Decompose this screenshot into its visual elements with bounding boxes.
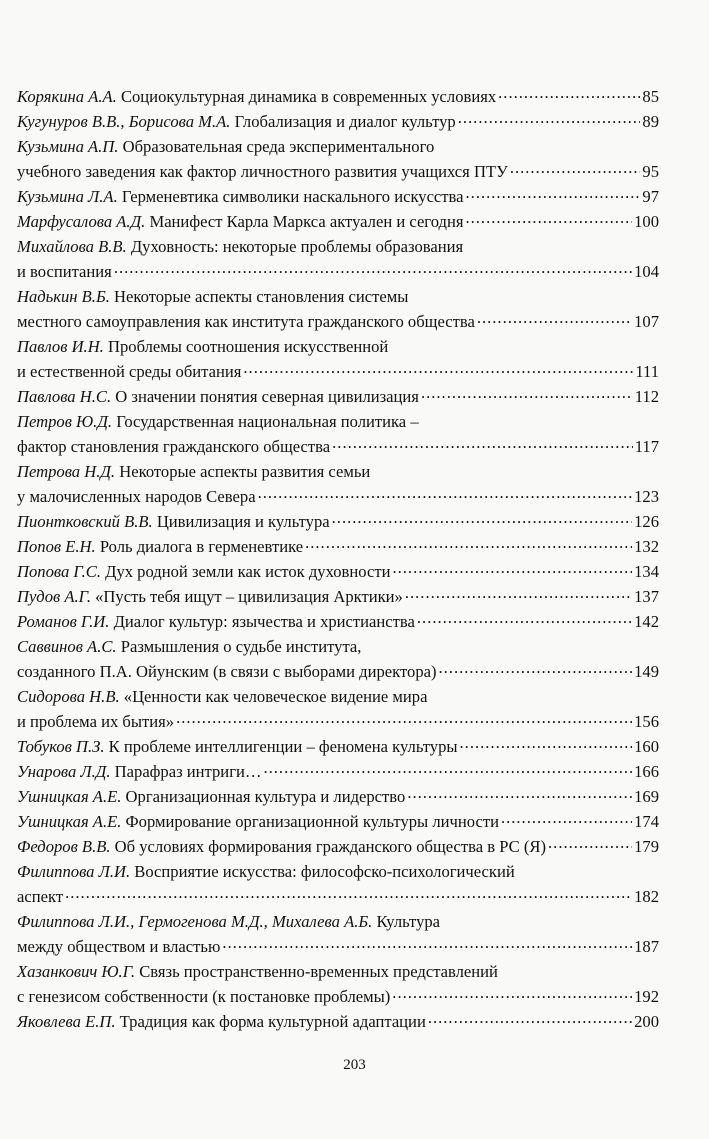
toc-page-number: 117 xyxy=(634,437,659,456)
toc-author: Павлова Н.С. xyxy=(17,387,112,406)
toc-page-number: 137 xyxy=(634,587,659,606)
toc-entry-line xyxy=(17,884,659,909)
toc-entry-line xyxy=(17,959,659,984)
toc-entry-line xyxy=(17,384,659,409)
toc-title: Некоторые аспекты развития семьи xyxy=(119,462,371,481)
toc-entry-line xyxy=(17,684,659,709)
toc-author: Филиппова Л.И. xyxy=(17,862,131,881)
toc-entry xyxy=(17,634,659,684)
toc-entry xyxy=(17,734,659,759)
toc-page-number: 166 xyxy=(634,762,659,781)
dot-leader xyxy=(428,1010,632,1027)
dot-leader xyxy=(460,735,633,752)
toc-author: Кугунуров В.В., Борисова М.А. xyxy=(17,112,231,131)
toc-entry xyxy=(17,334,659,384)
toc-title: Восприятие искусства: философско-психологический xyxy=(134,862,515,881)
toc-page-number: 179 xyxy=(634,837,659,856)
dot-leader xyxy=(548,835,632,852)
toc-title: Герменевтика символики наскального искусства xyxy=(121,187,464,206)
toc-entry xyxy=(17,459,659,509)
page-number: 203 xyxy=(343,1057,366,1073)
toc-entry xyxy=(17,684,659,734)
table-of-contents xyxy=(17,84,659,1034)
toc-entry-line xyxy=(17,984,659,1009)
dot-leader xyxy=(510,160,641,177)
toc-entry-line xyxy=(17,409,659,434)
toc-author: Ушницкая А.Е. xyxy=(17,787,122,806)
toc-entry-line xyxy=(17,284,659,309)
toc-entry-line xyxy=(17,559,659,584)
dot-leader xyxy=(477,310,632,327)
toc-author: Корякина А.А. xyxy=(17,87,117,106)
toc-title: Организационная культура и лидерство xyxy=(125,787,406,806)
toc-title: Глобализация и диалог культур xyxy=(234,112,456,131)
toc-title: «Ценности как человеческое видение мира xyxy=(123,687,428,706)
dot-leader xyxy=(466,185,641,202)
toc-page-number: 174 xyxy=(634,812,659,831)
toc-entry xyxy=(17,584,659,609)
toc-entry-line xyxy=(17,584,659,609)
toc-title: местного самоуправления как института гражданского общества xyxy=(17,312,475,331)
toc-title: Формирование организационной культуры личности xyxy=(125,812,499,831)
toc-title: Некоторые аспекты становления системы xyxy=(114,287,409,306)
toc-entry xyxy=(17,84,659,109)
dot-leader xyxy=(501,810,632,827)
dot-leader xyxy=(305,535,632,552)
toc-author: Сидорова Н.В. xyxy=(17,687,120,706)
toc-entry-line xyxy=(17,484,659,509)
toc-page-number: 85 xyxy=(642,87,659,106)
toc-entry xyxy=(17,784,659,809)
toc-entry-line xyxy=(17,734,659,759)
dot-leader xyxy=(114,260,632,277)
toc-title: Духовность: некоторые проблемы образования xyxy=(130,237,464,256)
toc-page-number: 112 xyxy=(634,387,659,406)
toc-page-number: 107 xyxy=(634,312,659,331)
toc-title: К проблеме интеллигенции – феномена культуры xyxy=(108,737,458,756)
toc-entry-line xyxy=(17,809,659,834)
toc-page-number: 160 xyxy=(634,737,659,756)
toc-entry xyxy=(17,509,659,534)
toc-entry-line xyxy=(17,459,659,484)
dot-leader xyxy=(263,760,632,777)
toc-author: Саввинов А.С. xyxy=(17,637,117,656)
toc-entry xyxy=(17,559,659,584)
toc-author: Филиппова Л.И., Гермогенова М.Д., Михалева А.Б. xyxy=(17,912,373,931)
toc-entry xyxy=(17,134,659,184)
dot-leader xyxy=(332,510,632,527)
toc-entry-line xyxy=(17,659,659,684)
toc-page-number: 156 xyxy=(634,712,659,731)
toc-entry-line xyxy=(17,934,659,959)
toc-entry-line xyxy=(17,434,659,459)
toc-author: Пионтковский В.В. xyxy=(17,512,153,531)
toc-entry-line xyxy=(17,709,659,734)
toc-entry-line xyxy=(17,184,659,209)
toc-title: Культура xyxy=(376,912,441,931)
toc-entry-line xyxy=(17,209,659,234)
toc-entry-line xyxy=(17,109,659,134)
toc-entry-line xyxy=(17,359,659,384)
toc-author: Хазанкович Ю.Г. xyxy=(17,962,136,981)
toc-title: Диалог культур: язычества и христианства xyxy=(113,612,415,631)
toc-title: Манифест Карла Маркса актуален и сегодня xyxy=(149,212,464,231)
dot-leader xyxy=(498,85,640,102)
toc-author: Марфусалова А.Д. xyxy=(17,212,146,231)
toc-author: Яковлева Е.П. xyxy=(17,1012,116,1031)
toc-author: Пудов А.Г. xyxy=(17,587,91,606)
toc-entry xyxy=(17,534,659,559)
toc-title: и проблема их бытия» xyxy=(17,712,175,731)
dot-leader xyxy=(439,660,633,677)
toc-entry-line xyxy=(17,334,659,359)
toc-page-number: 126 xyxy=(634,512,659,531)
toc-entry-line xyxy=(17,84,659,109)
dot-leader xyxy=(258,485,633,502)
toc-author: Кузьмина А.П. xyxy=(17,137,119,156)
toc-title: и естественной среды обитания xyxy=(17,362,242,381)
toc-page-number: 169 xyxy=(634,787,659,806)
toc-entry-line xyxy=(17,134,659,159)
toc-title: Государственная национальная политика – xyxy=(116,412,419,431)
toc-title: О значении понятия северная цивилизация xyxy=(115,387,419,406)
toc-entry xyxy=(17,909,659,959)
toc-title: Об условиях формирования гражданского общества в РС (Я) xyxy=(114,837,547,856)
toc-entry-line xyxy=(17,859,659,884)
toc-title: между обществом и властью xyxy=(17,937,221,956)
toc-author: Михайлова В.В. xyxy=(17,237,127,256)
toc-entry-line xyxy=(17,759,659,784)
toc-title: Традиция как форма культурной адаптации xyxy=(119,1012,426,1031)
toc-entry-line xyxy=(17,1009,659,1034)
toc-title: и воспитания xyxy=(17,262,112,281)
toc-entry-line xyxy=(17,159,659,184)
toc-entry-line xyxy=(17,534,659,559)
toc-title: Парафраз интриги… xyxy=(114,762,262,781)
toc-page-number: 104 xyxy=(634,262,659,281)
toc-entry-line xyxy=(17,909,659,934)
dot-leader xyxy=(176,710,632,727)
toc-entry xyxy=(17,809,659,834)
toc-author: Надькин В.Б. xyxy=(17,287,110,306)
dot-leader xyxy=(332,435,633,452)
toc-page-number: 100 xyxy=(634,212,659,231)
dot-leader xyxy=(222,935,632,952)
toc-entry xyxy=(17,209,659,234)
toc-entry-line xyxy=(17,309,659,334)
toc-entry xyxy=(17,859,659,909)
toc-title: Образовательная среда экспериментального xyxy=(122,137,435,156)
dot-leader xyxy=(458,110,641,127)
toc-entry-line xyxy=(17,234,659,259)
toc-title: Роль диалога в герменевтике xyxy=(99,537,304,556)
toc-title: Проблемы соотношения искусственной xyxy=(108,337,389,356)
toc-page-number: 97 xyxy=(642,187,659,206)
toc-title: с генезисом собственности (к постановке проблемы) xyxy=(17,987,391,1006)
toc-page-number: 95 xyxy=(642,162,659,181)
dot-leader xyxy=(392,560,632,577)
toc-title: фактор становления гражданского общества xyxy=(17,437,331,456)
toc-author: Петров Ю.Д. xyxy=(17,412,113,431)
toc-title: у малочисленных народов Севера xyxy=(17,487,256,506)
toc-title: Связь пространственно-временных представлений xyxy=(139,962,498,981)
toc-entry xyxy=(17,184,659,209)
toc-page-number: 134 xyxy=(634,562,659,581)
toc-entry xyxy=(17,959,659,1009)
toc-page-number: 142 xyxy=(634,612,659,631)
toc-author: Попова Г.С. xyxy=(17,562,101,581)
toc-entry-line xyxy=(17,509,659,534)
toc-page-number: 149 xyxy=(634,662,659,681)
toc-author: Попов Е.Н. xyxy=(17,537,96,556)
toc-title: Социокультурная динамика в современных условиях xyxy=(120,87,497,106)
toc-entry xyxy=(17,284,659,334)
toc-entry-line xyxy=(17,609,659,634)
toc-title: аспект xyxy=(17,887,64,906)
toc-title: «Пусть тебя ищут – цивилизация Арктики» xyxy=(95,587,403,606)
toc-page-number: 200 xyxy=(634,1012,659,1031)
toc-author: Кузьмина Л.А. xyxy=(17,187,118,206)
toc-entry-line xyxy=(17,634,659,659)
dot-leader xyxy=(465,210,632,227)
toc-entry xyxy=(17,234,659,284)
toc-title: учебного заведения как фактор личностного развития учащихся ПТУ xyxy=(17,162,508,181)
dot-leader xyxy=(405,585,632,602)
toc-author: Павлов И.Н. xyxy=(17,337,104,356)
dot-leader xyxy=(243,360,633,377)
toc-entry-line xyxy=(17,259,659,284)
dot-leader xyxy=(407,785,632,802)
dot-leader xyxy=(417,610,632,627)
toc-entry-line xyxy=(17,784,659,809)
toc-author: Федоров В.В. xyxy=(17,837,111,856)
toc-page-number: 187 xyxy=(634,937,659,956)
toc-page-number: 89 xyxy=(642,112,659,131)
toc-entry xyxy=(17,109,659,134)
toc-author: Романов Г.И. xyxy=(17,612,110,631)
dot-leader xyxy=(392,985,632,1002)
toc-page-number: 182 xyxy=(634,887,659,906)
toc-entry xyxy=(17,1009,659,1034)
toc-page-number: 192 xyxy=(634,987,659,1006)
toc-entry xyxy=(17,759,659,784)
toc-entry-line xyxy=(17,834,659,859)
toc-title: Цивилизация и культура xyxy=(156,512,330,531)
toc-title: Размышления о судьбе института, xyxy=(120,637,362,656)
toc-entry xyxy=(17,609,659,634)
toc-author: Петрова Н.Д. xyxy=(17,462,116,481)
toc-page-number: 123 xyxy=(634,487,659,506)
dot-leader xyxy=(421,385,633,402)
toc-title: созданного П.А. Ойунским (в связи с выборами директора) xyxy=(17,662,437,681)
toc-entry xyxy=(17,834,659,859)
toc-author: Унарова Л.Д. xyxy=(17,762,111,781)
toc-author: Ушницкая А.Е. xyxy=(17,812,122,831)
toc-entry xyxy=(17,384,659,409)
toc-title: Дух родной земли как исток духовности xyxy=(105,562,391,581)
dot-leader xyxy=(65,885,632,902)
toc-page-number: 111 xyxy=(635,362,659,381)
toc-entry xyxy=(17,409,659,459)
toc-author: Тобуков П.З. xyxy=(17,737,105,756)
toc-page-number: 132 xyxy=(634,537,659,556)
